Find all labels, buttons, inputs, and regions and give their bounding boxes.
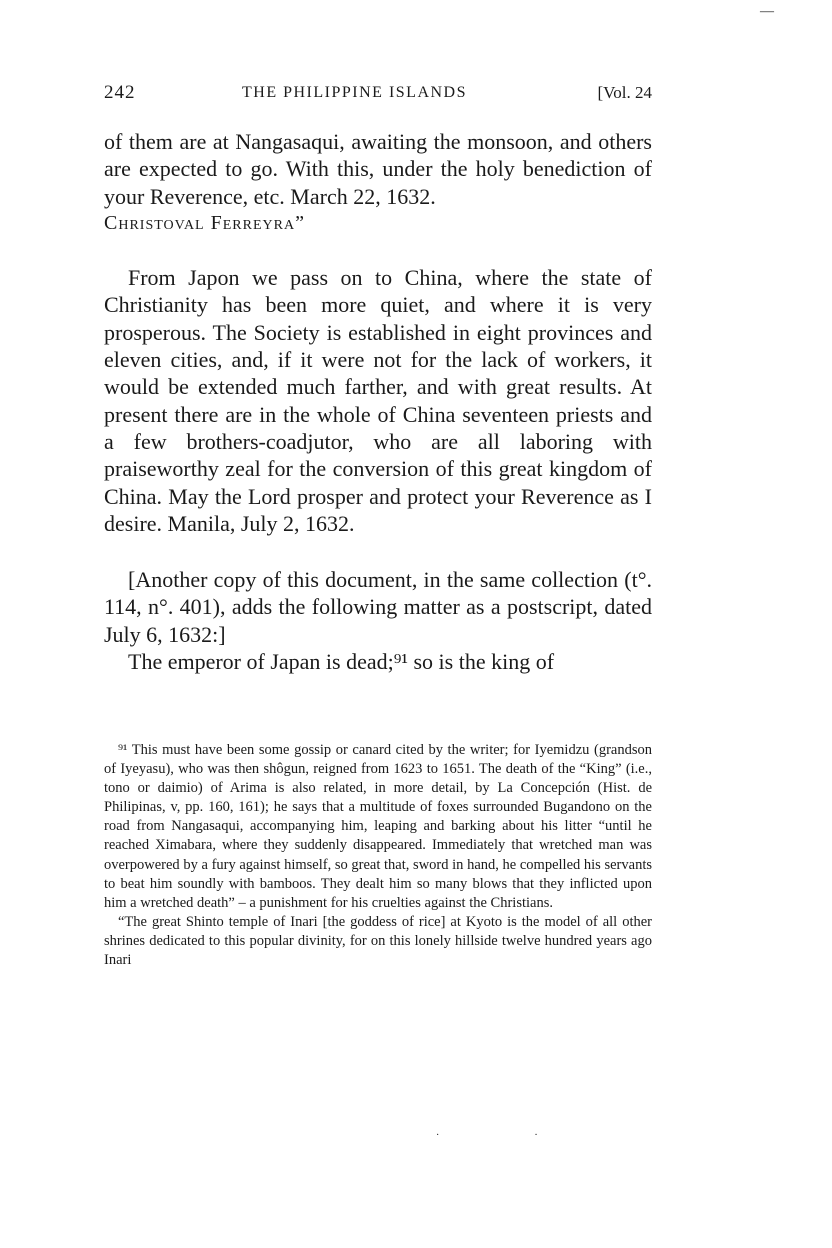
footnotes bbox=[104, 741, 652, 970]
emperor-text: The emperor of Japan is dead; bbox=[128, 649, 394, 675]
volume-label: [Vol. 24 bbox=[597, 83, 652, 102]
running-title: THE PHILIPPINE ISLANDS bbox=[242, 84, 467, 101]
paragraph-emperor bbox=[104, 648, 652, 675]
emperor-text-tail: so is the king of bbox=[408, 649, 555, 675]
footnote-91 bbox=[104, 741, 652, 913]
footnote-continuation: “The great Shinto temple of Inari [the goddess of rice] at Kyoto is the model of all other shrines dedicated to this popular divinity, for on this lonely hillside twelve hundred years ago Inari bbox=[104, 913, 652, 969]
paragraph-china: From Japon we pass on to China, where the state of Christianity has been more quiet, and where it is very prosperous. The Society is established in eight provinces and eleven cities, and, if it were not for the lack of workers, it would be extended much farther, and with great results. At present there are in the whole of China seventeen priests and a few brothers-coadjutor, who are all laboring with praiseworthy zeal for the conversion of this great kingdom of China. May the Lord prosper and protect your Reverence as I desire. Manila, July 2, 1632. bbox=[104, 265, 652, 536]
page-number: 242 bbox=[104, 82, 136, 103]
running-header bbox=[104, 82, 652, 112]
footnote-ref: ⁹¹ bbox=[393, 649, 408, 675]
footnote-91-text: This must have been some gossip or canard cited by the writer; for Iyemidzu (grandson of Iyeyasu), who was then shôgun, reigned from 1623 to 1651. The death of the “King” (i.e., tono or daimio) of Arima is also related, in more detail, by La Concepción (Hist. de Philipinas, v, pp. 160, 161); he says that a multitude of foxes surrounded Bugandono on the road from Nangasaqui, accompanying him, leaping and barking about his litter “until he reached Ximabara, where they suddenly disappeared. Immediately that wretched man was overpowered by a fury against himself, so great that, sword in hand, he compelled his servants to beat him soundly with bamboos. They dealt him so many blows that they inflicted upon him a wretched death” – a punishment for his cruelties against the Christians. bbox=[104, 742, 652, 911]
footnote-marker: ⁹¹ bbox=[118, 742, 128, 758]
corner-dash: — bbox=[760, 4, 774, 19]
paragraph-another-copy: [Another copy of this document, in the same collection (t°. 114, n°. 401), adds the following matter as a postscript, dated July 6, 1632:] bbox=[104, 567, 652, 647]
main-text bbox=[104, 128, 652, 675]
paragraph-letter-end: of them are at Nangasaqui, awaiting the monsoon, and others are expected to go. With this, under the holy benediction of your Reverence, etc. March 22, 1632. bbox=[104, 129, 652, 209]
scan-specks: · · bbox=[436, 1130, 538, 1141]
signature: Christoval Ferreyra” bbox=[104, 211, 305, 234]
